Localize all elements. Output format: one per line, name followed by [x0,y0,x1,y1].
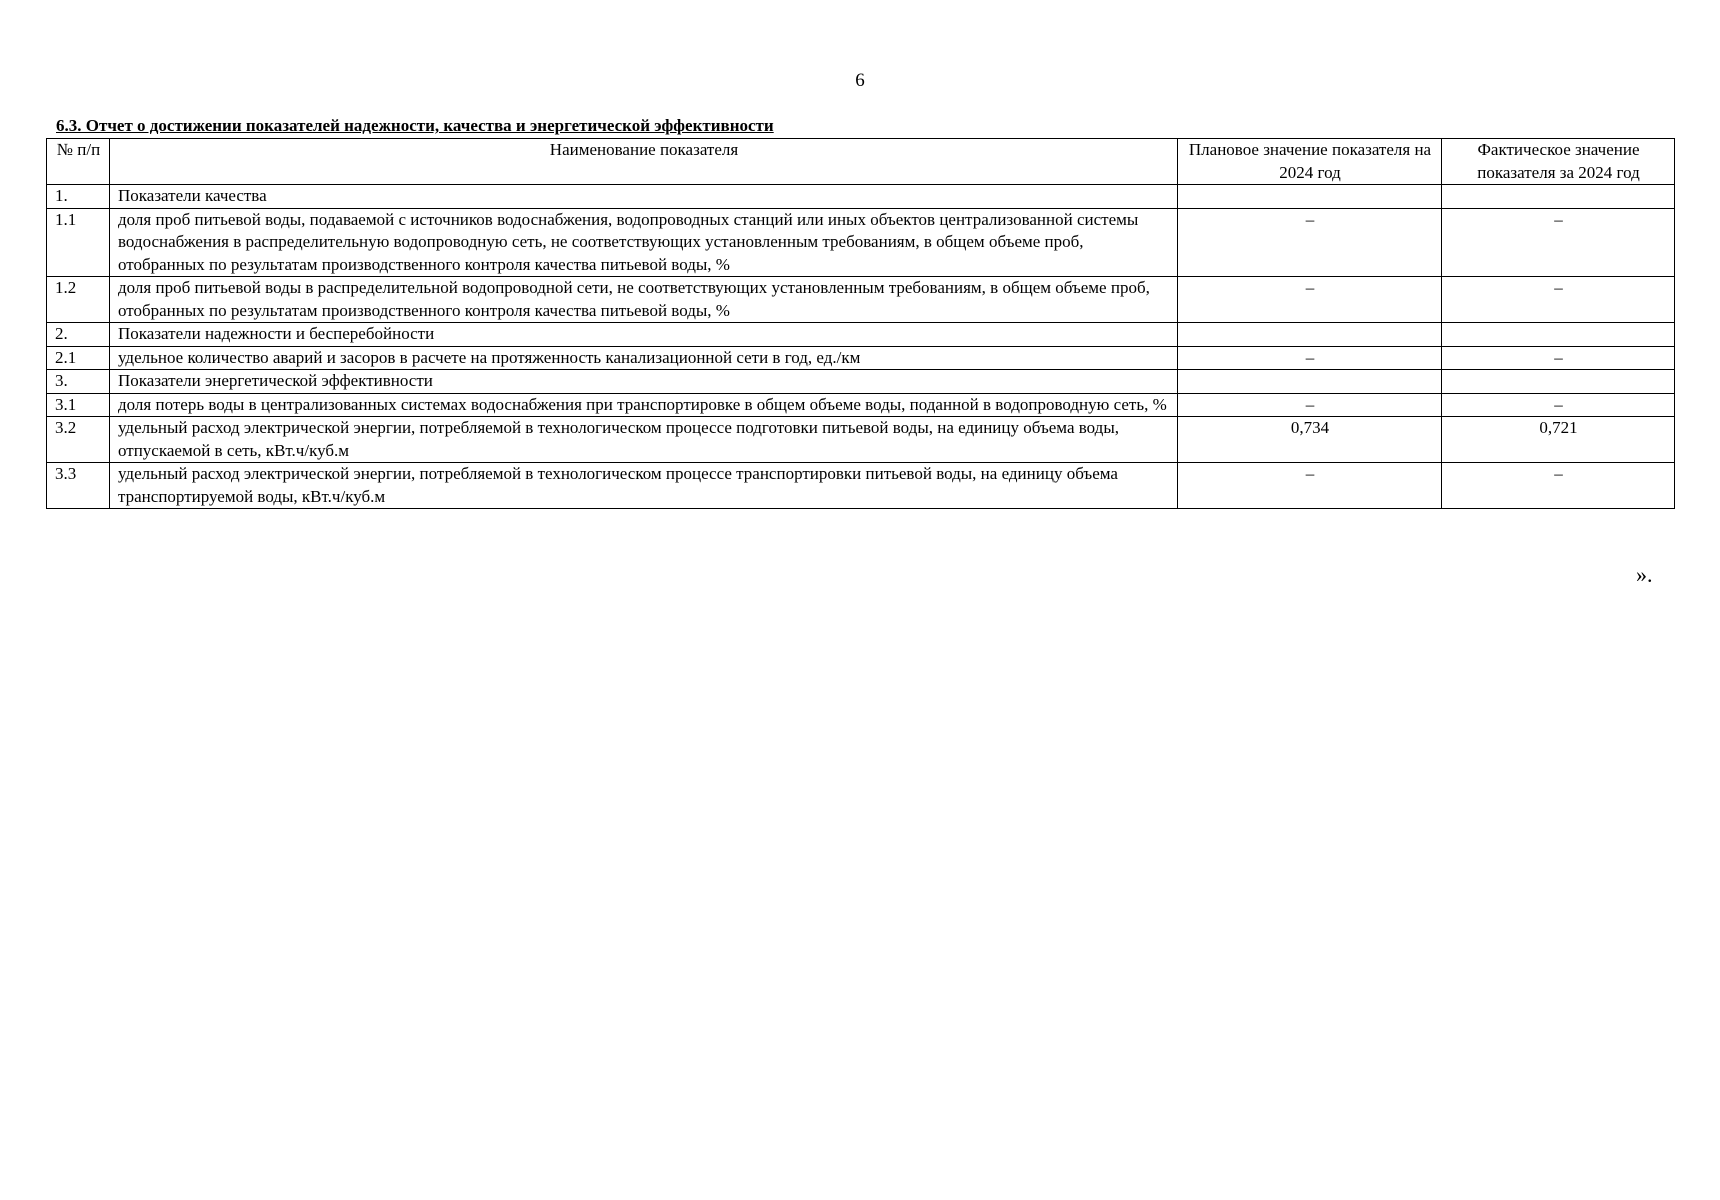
row-fact: – [1442,277,1675,323]
row-plan: – [1178,346,1442,370]
closing-quote-mark: ». [1636,562,1653,587]
row-name: доля проб питьевой воды в распределительной водопроводной сети, не соответствующих установленным требованиям, в общем объеме проб, отобранных по результатам производственного контроля качества питьевой воды, % [110,277,1178,323]
row-plan: – [1178,277,1442,323]
row-name: удельный расход электрической энергии, потребляемой в технологическом процессе транспортировки питьевой воды, на единицу объема транспортируемой воды, кВт.ч/куб.м [110,463,1178,509]
page-number: 6 [855,70,865,91]
row-fact: – [1442,393,1675,417]
row-name: доля потерь воды в централизованных системах водоснабжения при транспортировке в общем объеме воды, поданной в водопроводную сеть, % [110,393,1178,417]
header-fact: Фактическое значение показателя за 2024 год [1442,139,1675,185]
table-header-row [47,139,1675,185]
row-name: Показатели надежности и бесперебойности [110,323,1178,347]
row-num: 3. [47,370,110,394]
row-fact [1442,370,1675,394]
row-plan [1178,323,1442,347]
row-num: 2. [47,323,110,347]
row-name: Показатели энергетической эффективности [110,370,1178,394]
row-num: 3.2 [47,417,110,463]
table-row [47,370,1675,394]
table-row [47,417,1675,463]
row-name: удельное количество аварий и засоров в расчете на протяженность канализационной сети в год, ед./км [110,346,1178,370]
table-row [47,323,1675,347]
row-num: 3.1 [47,393,110,417]
row-num: 2.1 [47,346,110,370]
table-row [47,185,1675,209]
row-num: 1. [47,185,110,209]
row-num: 1.1 [47,208,110,277]
row-plan [1178,370,1442,394]
table-row [47,463,1675,509]
row-plan: – [1178,393,1442,417]
section-title: 6.3. Отчет о достижении показателей надежности, качества и энергетической эффективности [56,116,774,135]
row-fact [1442,185,1675,209]
table-row [47,208,1675,277]
row-name: Показатели качества [110,185,1178,209]
row-plan: – [1178,463,1442,509]
row-fact: – [1442,346,1675,370]
row-fact: – [1442,463,1675,509]
header-name: Наименование показателя [110,139,1178,185]
row-name: доля проб питьевой воды, подаваемой с источников водоснабжения, водопроводных станций или иных объектов централизованной системы водоснабжения в распределительную водопроводную сеть, не соответствующих установленным требованиям, в общем объеме проб, отобранных по результатам производственного контроля качества питьевой воды, % [110,208,1178,277]
table-row [47,277,1675,323]
row-name: удельный расход электрической энергии, потребляемой в технологическом процессе подготовки питьевой воды, на единицу объема воды, отпускаемой в сеть, кВт.ч/куб.м [110,417,1178,463]
row-plan: – [1178,208,1442,277]
row-plan: 0,734 [1178,417,1442,463]
header-num: № п/п [47,139,110,185]
table-row [47,393,1675,417]
row-fact: 0,721 [1442,417,1675,463]
row-fact: – [1442,208,1675,277]
table-row [47,346,1675,370]
row-plan [1178,185,1442,209]
row-num: 3.3 [47,463,110,509]
header-plan: Плановое значение показателя на 2024 год [1178,139,1442,185]
row-num: 1.2 [47,277,110,323]
indicators-table [46,138,1675,509]
row-fact [1442,323,1675,347]
